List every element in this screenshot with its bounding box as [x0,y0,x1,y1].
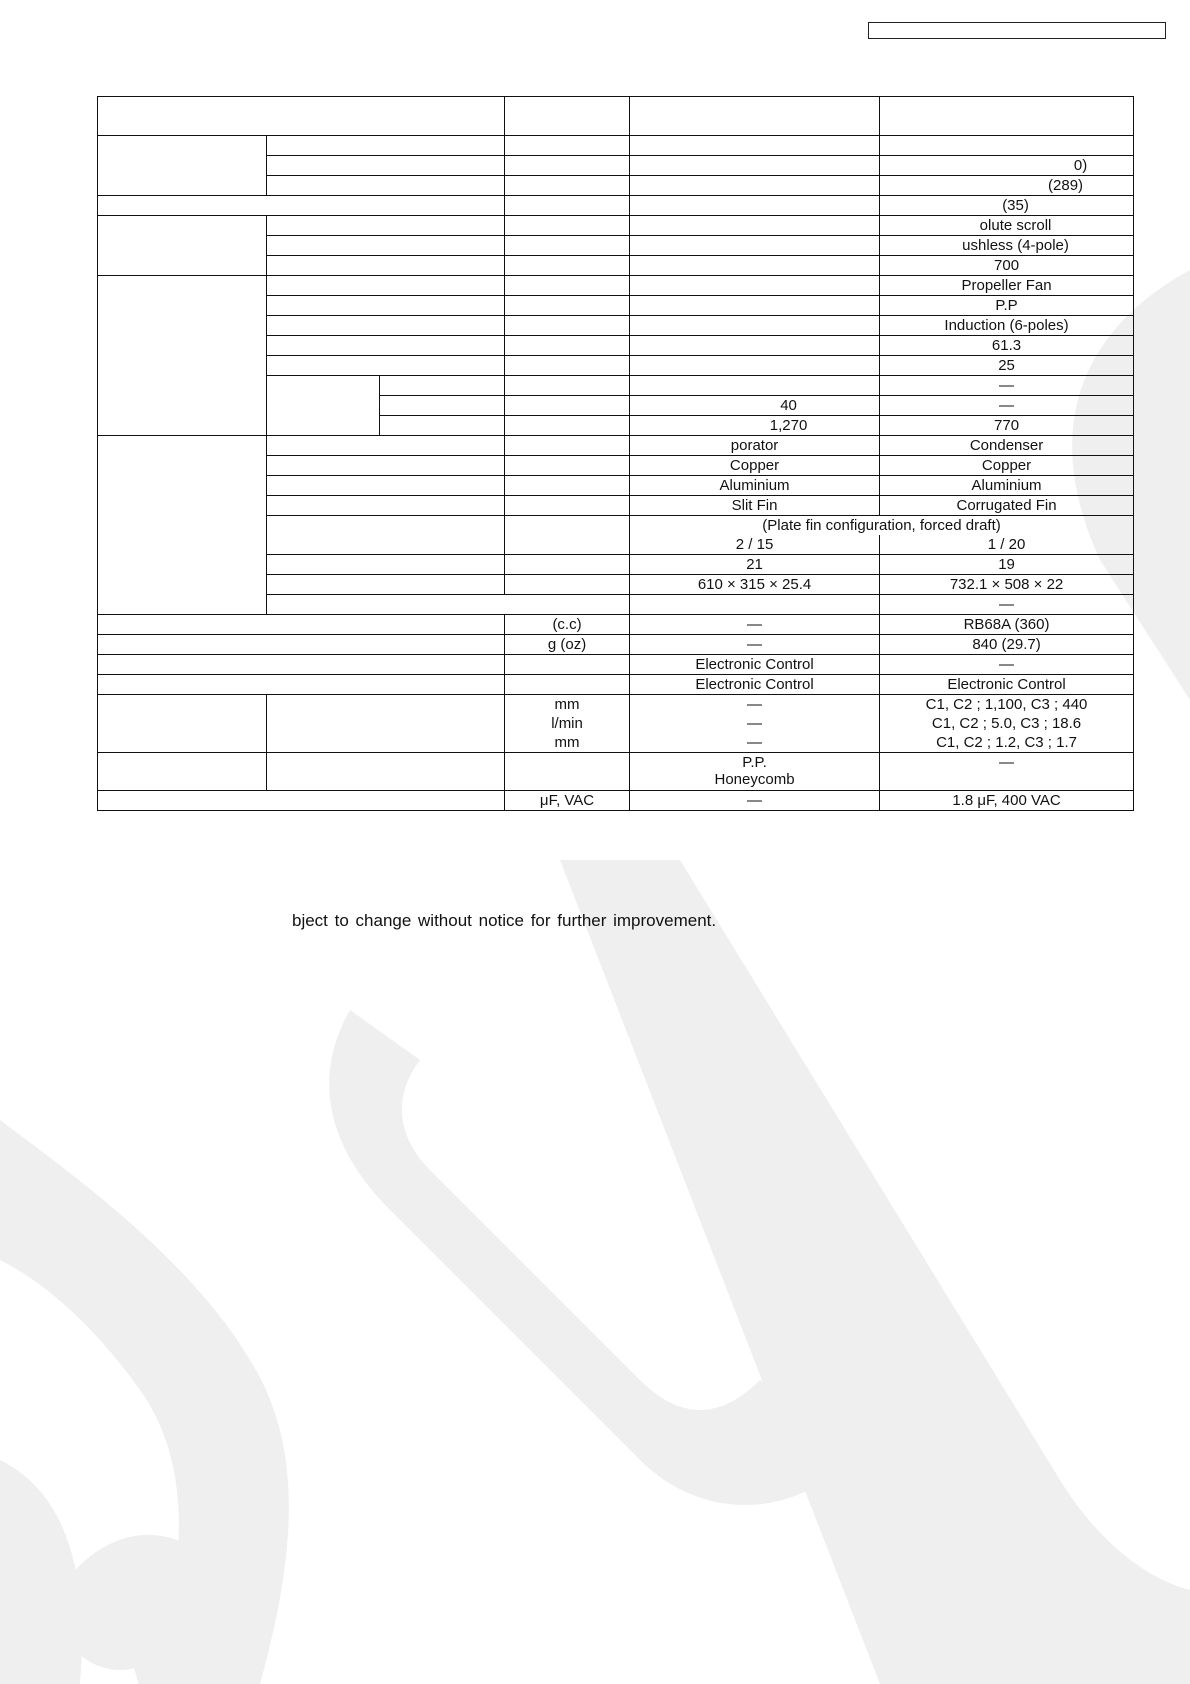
header-indoor [630,97,880,136]
table-row: 21 19 [98,555,1134,575]
table-row: 1,270 770 [98,416,1134,436]
subgroup-cell [267,376,380,436]
table-row: porator Condenser [98,436,1134,456]
table-row: 610 × 315 × 25.4 732.1 × 508 × 22 [98,575,1134,595]
header-outdoor [880,97,1134,136]
table-row: Aluminium Aluminium [98,476,1134,496]
table-row: 25 [98,356,1134,376]
group-cell [98,136,267,196]
table-row: Propeller Fan [98,276,1134,296]
table-row: Electronic Control Electronic Control [98,675,1134,695]
group-cell [98,276,267,436]
header-box [868,22,1166,39]
table-row: g (oz) — 840 (29.7) [98,635,1134,655]
table-row: μF, VAC — 1.8 μF, 400 VAC [98,791,1134,811]
table-row: Induction (6-poles) [98,316,1134,336]
table-row: Slit Fin Corrugated Fin [98,496,1134,516]
spec-table [97,96,1134,811]
table-row: P.P. Honeycomb — [98,753,1134,791]
table-row: (c.c) — RB68A (360) [98,615,1134,635]
header-item [98,97,505,136]
table-row: P.P [98,296,1134,316]
table-row: olute scroll [98,216,1134,236]
table-row: Electronic Control — [98,655,1134,675]
footnote: bject to change without notice for further improvement. [292,911,717,930]
table-row: 0) [98,156,1134,176]
table-row: l/min — C1, C2 ; 5.0, C3 ; 18.6 [98,714,1134,733]
table-row: — [98,376,1134,396]
group-cell [98,216,267,276]
table-row: Copper Copper [98,456,1134,476]
group-cell [98,695,267,753]
table-row: (289) [98,176,1134,196]
table-row: (Plate fin configuration, forced draft) [98,516,1134,536]
table-row: 40 — [98,396,1134,416]
table-row: 2 / 15 1 / 20 [98,535,1134,555]
table-row: 61.3 [98,336,1134,356]
header-unit [505,97,630,136]
group-cell [98,436,267,615]
table-row [98,136,1134,156]
table-row: 700 [98,256,1134,276]
table-row: (35) [98,196,1134,216]
table-header-row [98,97,1134,136]
table-row: — [98,595,1134,615]
table-row: mm — C1, C2 ; 1,100, C3 ; 440 [98,695,1134,715]
table-row: ushless (4-pole) [98,236,1134,256]
table-row: mm — C1, C2 ; 1.2, C3 ; 1.7 [98,733,1134,753]
